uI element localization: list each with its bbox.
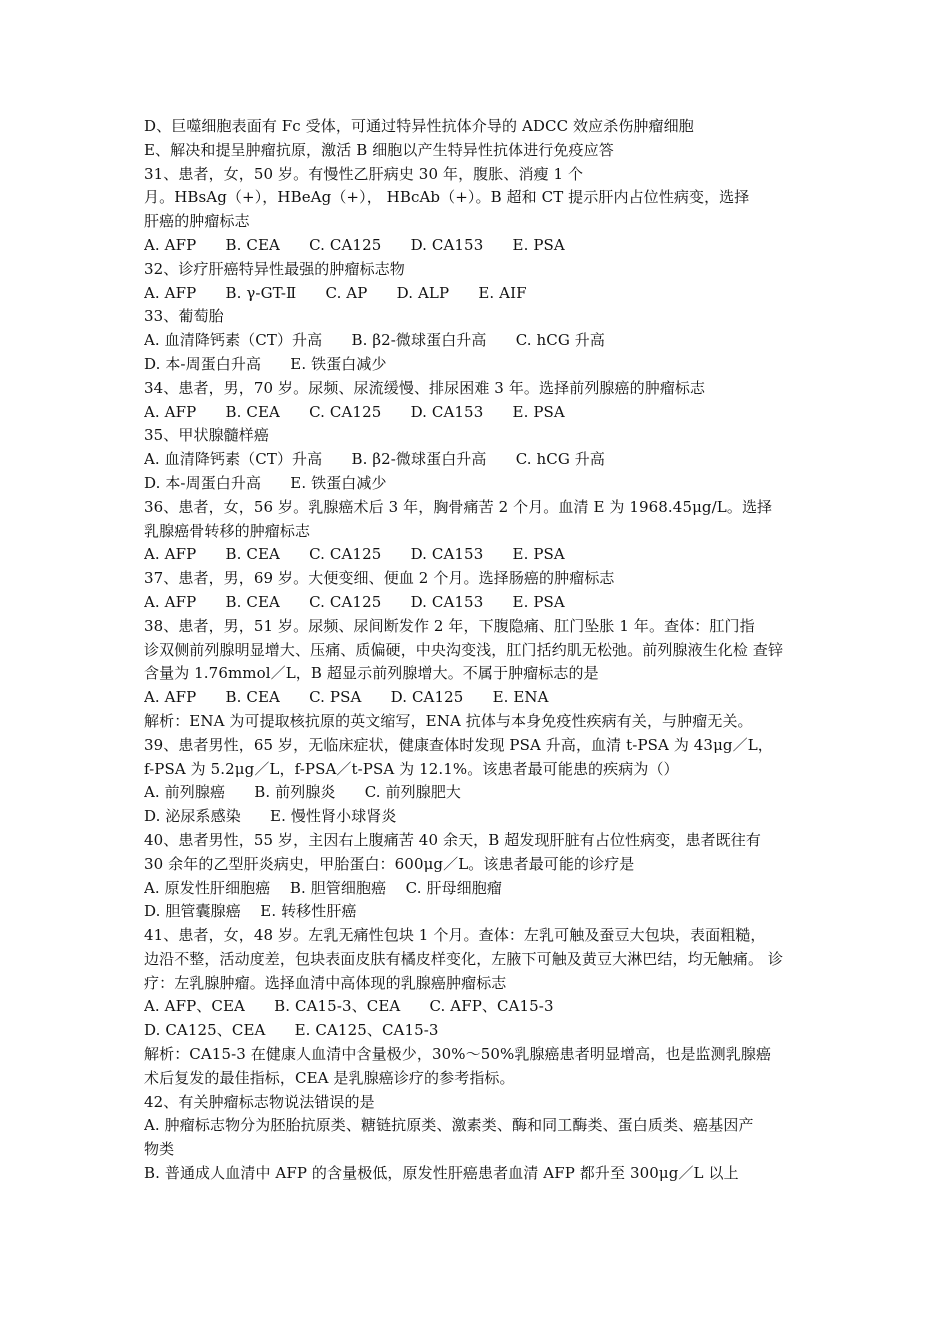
text-line: 诊双侧前列腺明显增大、压痛、质偏硬，中央沟变浅，肛门括约肌无松弛。前列腺液生化检 查锌 — [144, 640, 784, 659]
text-line: 42、有关肿瘤标志物说法错误的是 — [144, 1092, 375, 1111]
text-line: 边沿不整，活动度差，包块表面皮肤有橘皮样变化，左腋下可触及黄豆大淋巴结，均无触痛。 诊 — [144, 949, 784, 968]
text-line: 术后复发的最佳指标，CEA 是乳腺癌诊疗的参考指标。 — [144, 1068, 515, 1087]
text-line: 41、患者，女，48 岁。左乳无痛性包块 1 个月。查体：左乳可触及蚕豆大包块，表面粗糙， — [144, 926, 766, 945]
text-line: 疗：左乳腺肿瘤。选择血清中高体现的乳腺癌肿瘤标志 — [144, 973, 507, 992]
text-line: 33、葡萄胎 — [144, 307, 224, 326]
text-line: D、巨噬细胞表面有 Fc 受体，可通过特异性抗体介导的 ADCC 效应杀伤肿瘤细胞 — [144, 117, 694, 135]
text-line: 35、甲状腺髓样癌 — [144, 426, 269, 445]
text-line: 34、患者，男，70 岁。尿频、尿流缓慢、排尿困难 3 年。选择前列腺癌的肿瘤标志 — [144, 378, 706, 397]
text-line: A. AFP、CEA B. CA15-3、CEA C. AFP、CA15-3 — [144, 997, 554, 1016]
text-line: 36、患者，女，56 岁。乳腺癌术后 3 年，胸骨痛苦 2 个月。血清 E 为 1968.45μg/L。选择 — [144, 497, 773, 516]
text-line: D. 本-周蛋白升高 E. 铁蛋白减少 — [144, 473, 387, 492]
text-line: A. AFP B. CEA C. CA125 D. CA153 E. PSA — [144, 235, 565, 254]
text-line: 解析：ENA 为可提取核抗原的英文缩写，ENA 抗体与本身免疫性疾病有关，与肿瘤无关。 — [144, 711, 753, 730]
text-line: A. 前列腺癌 B. 前列腺炎 C. 前列腺肥大 — [144, 783, 462, 802]
text-line: E、解决和提呈肿瘤抗原，激活 B 细胞以产生特异性抗体进行免疫应答 — [144, 140, 614, 159]
text-line: D. 胆管囊腺癌 E. 转移性肝癌 — [144, 902, 357, 921]
document-body — [144, 115, 824, 1186]
text-line: 32、诊疗肝癌特异性最强的肿瘤标志物 — [144, 259, 405, 278]
text-line: A. 原发性肝细胞癌 B. 胆管细胞癌 C. 肝母细胞瘤 — [144, 878, 502, 897]
text-line: B. 普通成人血清中 AFP 的含量极低，原发性肝癌患者血清 AFP 都升至 300μg／L 以上 — [144, 1164, 739, 1183]
text-line: 38、患者，男，51 岁。尿频、尿间断发作 2 年，下腹隐痛、肛门坠胀 1 年。查体：肛门指 — [144, 616, 755, 635]
text-line: 肝癌的肿瘤标志 — [144, 212, 250, 231]
text-line: 物类 — [144, 1140, 175, 1159]
text-line: A. 血清降钙素（CT）升高 B. β2-微球蛋白升高 C. hCG 升高 — [144, 450, 605, 469]
text-line: A. AFP B. γ-GT-Ⅱ C. AP D. ALP E. AIF — [144, 283, 527, 302]
text-line: 40、患者男性，55 岁，主因右上腹痛苦 40 余天，B 超发现肝脏有占位性病变，患者既往有 — [144, 830, 761, 849]
text-line: 含量为 1.76mmol／L，B 超显示前列腺增大。不属于肿瘤标志的是 — [144, 664, 599, 683]
text-line: A. AFP B. CEA C. CA125 D. CA153 E. PSA — [144, 592, 565, 611]
text-line: D. 泌尿系感染 E. 慢性肾小球肾炎 — [144, 807, 397, 826]
text-line: 30 余年的乙型肝炎病史，甲胎蛋白：600μg／L。该患者最可能的诊疗是 — [144, 854, 635, 873]
text-line: A. 肿瘤标志物分为胚胎抗原类、糖链抗原类、激素类、酶和同工酶类、蛋白质类、癌基因产 — [144, 1116, 754, 1135]
text-line: 解析：CA15-3 在健康人血清中含量极少，30%～50%乳腺癌患者明显增高，也是监测乳腺癌 — [144, 1045, 772, 1064]
text-line: A. AFP B. CEA C. PSA D. CA125 E. ENA — [144, 688, 549, 707]
text-line: A. AFP B. CEA C. CA125 D. CA153 E. PSA — [144, 545, 565, 564]
text-line: 月。HBsAg（+），HBeAg（+）， HBcAb（+）。B 超和 CT 提示肝内占位性病变，选择 — [144, 188, 750, 207]
text-line: D. CA125、CEA E. CA125、CA15-3 — [144, 1021, 439, 1040]
text-line: 乳腺癌骨转移的肿瘤标志 — [144, 521, 311, 540]
text-line: f-PSA 为 5.2μg／L，f-PSA／t-PSA 为 12.1%。该患者最可能患的疾病为（） — [144, 759, 679, 778]
text-line: A. AFP B. CEA C. CA125 D. CA153 E. PSA — [144, 402, 565, 421]
text-line: 31、患者，女，50 岁。有慢性乙肝病史 30 年，腹胀、消瘦 1 个 — [144, 164, 584, 183]
text-line: 37、患者，男，69 岁。大便变细、便血 2 个月。选择肠癌的肿瘤标志 — [144, 569, 615, 588]
text-line: 39、患者男性，65 岁，无临床症状，健康查体时发现 PSA 升高，血清 t-PSA 为 43μg／L， — [144, 735, 773, 754]
text-line: A. 血清降钙素（CT）升高 B. β2-微球蛋白升高 C. hCG 升高 — [144, 331, 605, 350]
text-line: D. 本-周蛋白升高 E. 铁蛋白减少 — [144, 354, 387, 373]
